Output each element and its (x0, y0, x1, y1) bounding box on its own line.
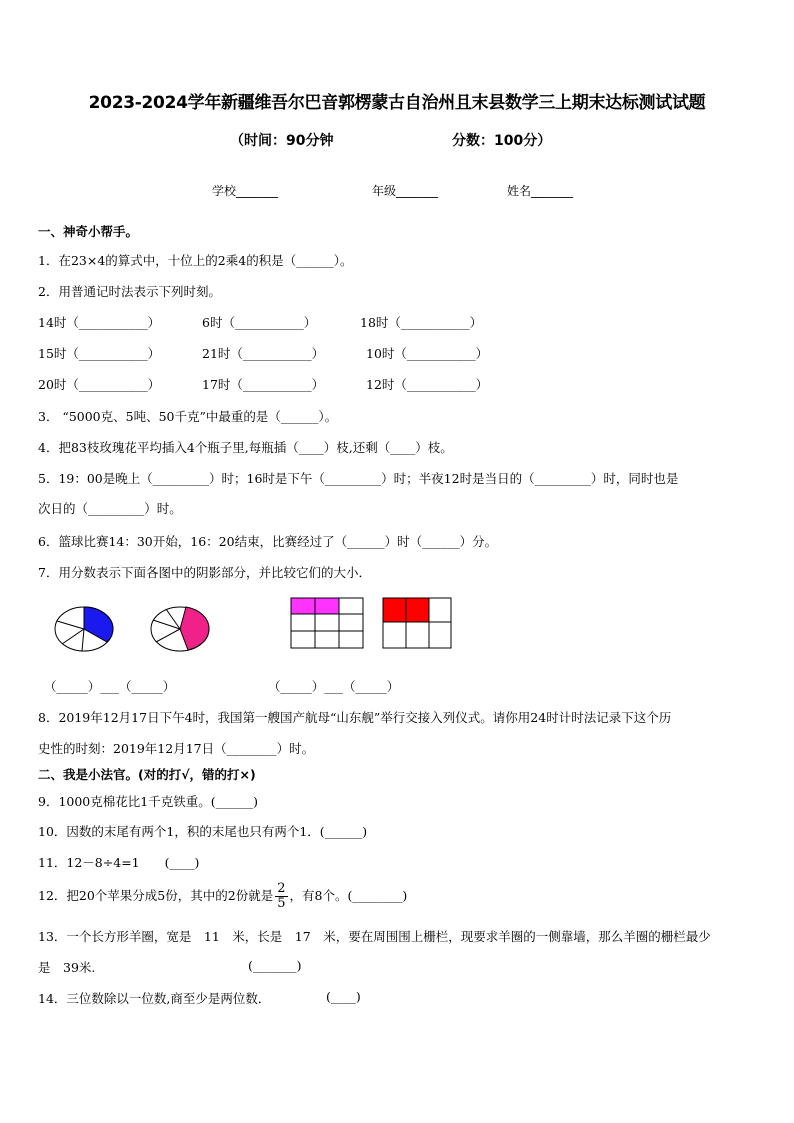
fraction (275, 882, 287, 911)
question-9: 9．1000克棉花比1千克铁重。(______) (38, 794, 258, 809)
question-6: 6．篮球比赛14：30开始，16：20结束，比赛经过了（______）时（______）分。 (38, 534, 498, 549)
time-cell[interactable]: 17时（___________） (202, 377, 325, 392)
question-1: 1．在23×4的算式中，十位上的2乘4的积是（______）。 (38, 253, 353, 268)
question-14-blank[interactable]: (____) (326, 989, 361, 1004)
question-13-line-2: 是 39米. (38, 960, 96, 975)
question-12 (38, 880, 407, 912)
question-10: 10．因数的末尾有两个1，积的末尾也只有两个1．(______) (38, 824, 368, 839)
question-5-line-2: 次日的（_________）时。 (38, 501, 182, 516)
grid-figure-magenta (290, 597, 364, 649)
compare-blank-left[interactable]: （_____）___（_____） (44, 679, 176, 694)
exam-time: （时间：90分钟 (230, 133, 334, 149)
question-11: 11．12－8÷4=1 (____) (38, 855, 200, 870)
name-field[interactable]: 姓名_______ (507, 184, 574, 198)
exam-score: 分数：100分） (452, 133, 552, 149)
question-7: 7．用分数表示下面各图中的阴影部分，并比较它们的大小． (38, 565, 371, 580)
question-4: 4．把83枝玫瑰花平均插入4个瓶子里,每瓶插（____）枝,还剩（____）枝。 (38, 440, 453, 455)
time-cell[interactable]: 15时（___________） (38, 346, 161, 361)
time-cell[interactable]: 20时（___________） (38, 377, 161, 392)
question-13-blank[interactable]: (_______) (248, 958, 302, 973)
section-2-heading: 二、我是小法官。(对的打√，错的打×) (38, 767, 256, 782)
time-cell[interactable]: 21时（___________） (202, 346, 325, 361)
circle-figure-pink (148, 604, 212, 654)
section-1-heading: 一、神奇小帮手。 (38, 224, 139, 239)
fraction-denominator: 5 (277, 896, 286, 911)
time-cell[interactable]: 10时（___________） (366, 346, 489, 361)
question-12-text: 12．把20个苹果分成5份，其中的2份就是 (38, 888, 274, 903)
shaded-cell (291, 598, 315, 614)
question-14: 14．三位数除以一位数,商至少是两位数． (38, 991, 271, 1006)
grid-figure-red (382, 597, 452, 649)
question-8-line-2: 史性的时刻：2019年12月17日（________）时。 (38, 741, 315, 756)
page-title: 2023-2024学年新疆维吾尔巴音郭楞蒙古自治州且末县数学三上期末达标测试试题 (88, 93, 706, 113)
shaded-cell (406, 598, 429, 622)
school-field[interactable]: 学校_______ (212, 184, 279, 198)
question-12-answer: ，有8个。(________) (289, 888, 408, 903)
question-3: 3． “5000克、5吨、50千克”中最重的是（______）。 (38, 409, 338, 424)
time-cell[interactable]: 6时（___________） (202, 315, 317, 330)
shaded-cell (383, 598, 406, 622)
circle-figure-blue (52, 604, 116, 654)
question-2: 2．用普通记时法表示下列时刻。 (38, 284, 221, 299)
time-cell[interactable]: 18时（___________） (360, 315, 483, 330)
question-8-line-1: 8．2019年12月17日下午4时，我国第一艘国产航母“山东舰”举行交接入列仪式。请你用24时计时法记录下这个历 (38, 710, 672, 725)
compare-blank-right[interactable]: （_____）___（_____） (268, 679, 400, 694)
time-cell[interactable]: 14时（___________） (38, 315, 161, 330)
shaded-cell (315, 598, 339, 614)
fraction-numerator: 2 (277, 881, 286, 896)
question-5-line-1: 5．19：00是晚上（_________）时；16时是下午（_________）时；半夜12时是当日的（_________）时，同时也是 (38, 471, 679, 486)
time-cell[interactable]: 12时（___________） (366, 377, 489, 392)
question-13-line-1: 13．一个长方形羊圈，宽是 11 米，长是 17 米，要在周围围上栅栏，现要求羊圈的一侧靠墙，那么羊圈的栅栏最少 (38, 929, 711, 944)
grade-field[interactable]: 年级_______ (372, 184, 439, 198)
